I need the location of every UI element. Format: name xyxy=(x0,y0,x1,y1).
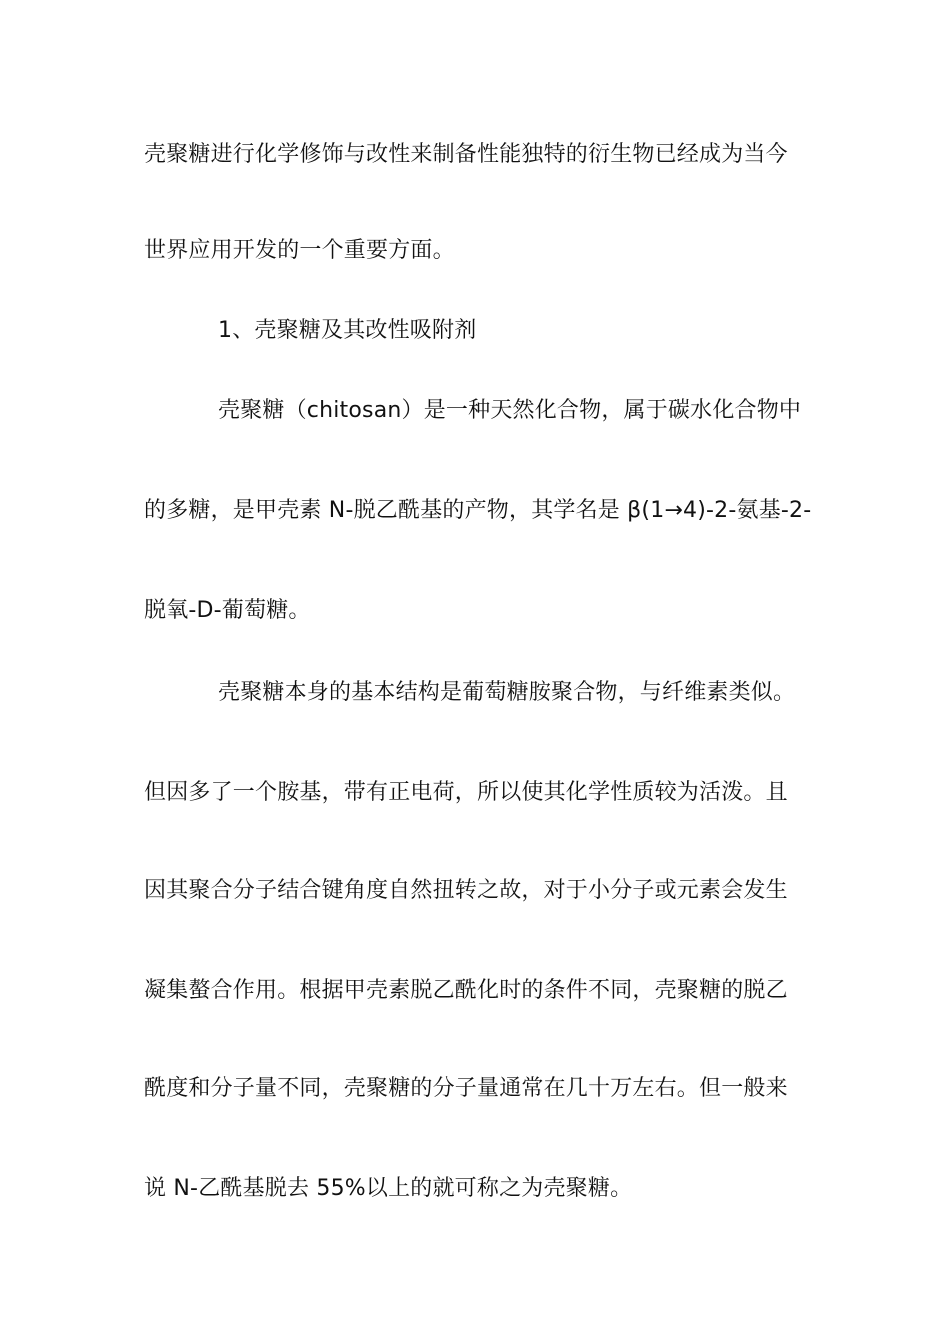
paragraph-line: 壳聚糖（chitosan）是一种天然化合物，属于碳水化合物中 xyxy=(218,398,802,423)
paragraph-line: 但因多了一个胺基，带有正电荷，所以使其化学性质较为活泼。且 xyxy=(144,780,788,805)
paragraph-line: 凝集螯合作用。根据甲壳素脱乙酰化时的条件不同，壳聚糖的脱乙 xyxy=(144,978,788,1003)
paragraph-line: 因其聚合分子结合键角度自然扭转之故，对于小分子或元素会发生 xyxy=(144,878,788,903)
paragraph-line: 世界应用开发的一个重要方面。 xyxy=(144,238,455,263)
section-heading: 1、壳聚糖及其改性吸附剂 xyxy=(218,318,477,343)
paragraph-line: 脱氧-D-葡萄糖。 xyxy=(144,598,311,623)
paragraph-line: 壳聚糖本身的基本结构是葡萄糖胺聚合物，与纤维素类似。 xyxy=(218,680,796,705)
paragraph-line: 说 N-乙酰基脱去 55%以上的就可称之为壳聚糖。 xyxy=(144,1176,633,1201)
paragraph-line: 壳聚糖进行化学修饰与改性来制备性能独特的衍生物已经成为当今 xyxy=(144,142,788,167)
paragraph-line: 的多糖，是甲壳素 N-脱乙酰基的产物，其学名是 β(1→4)-2-氨基-2- xyxy=(144,498,812,523)
paragraph-line: 酰度和分子量不同，壳聚糖的分子量通常在几十万左右。但一般来 xyxy=(144,1076,788,1101)
